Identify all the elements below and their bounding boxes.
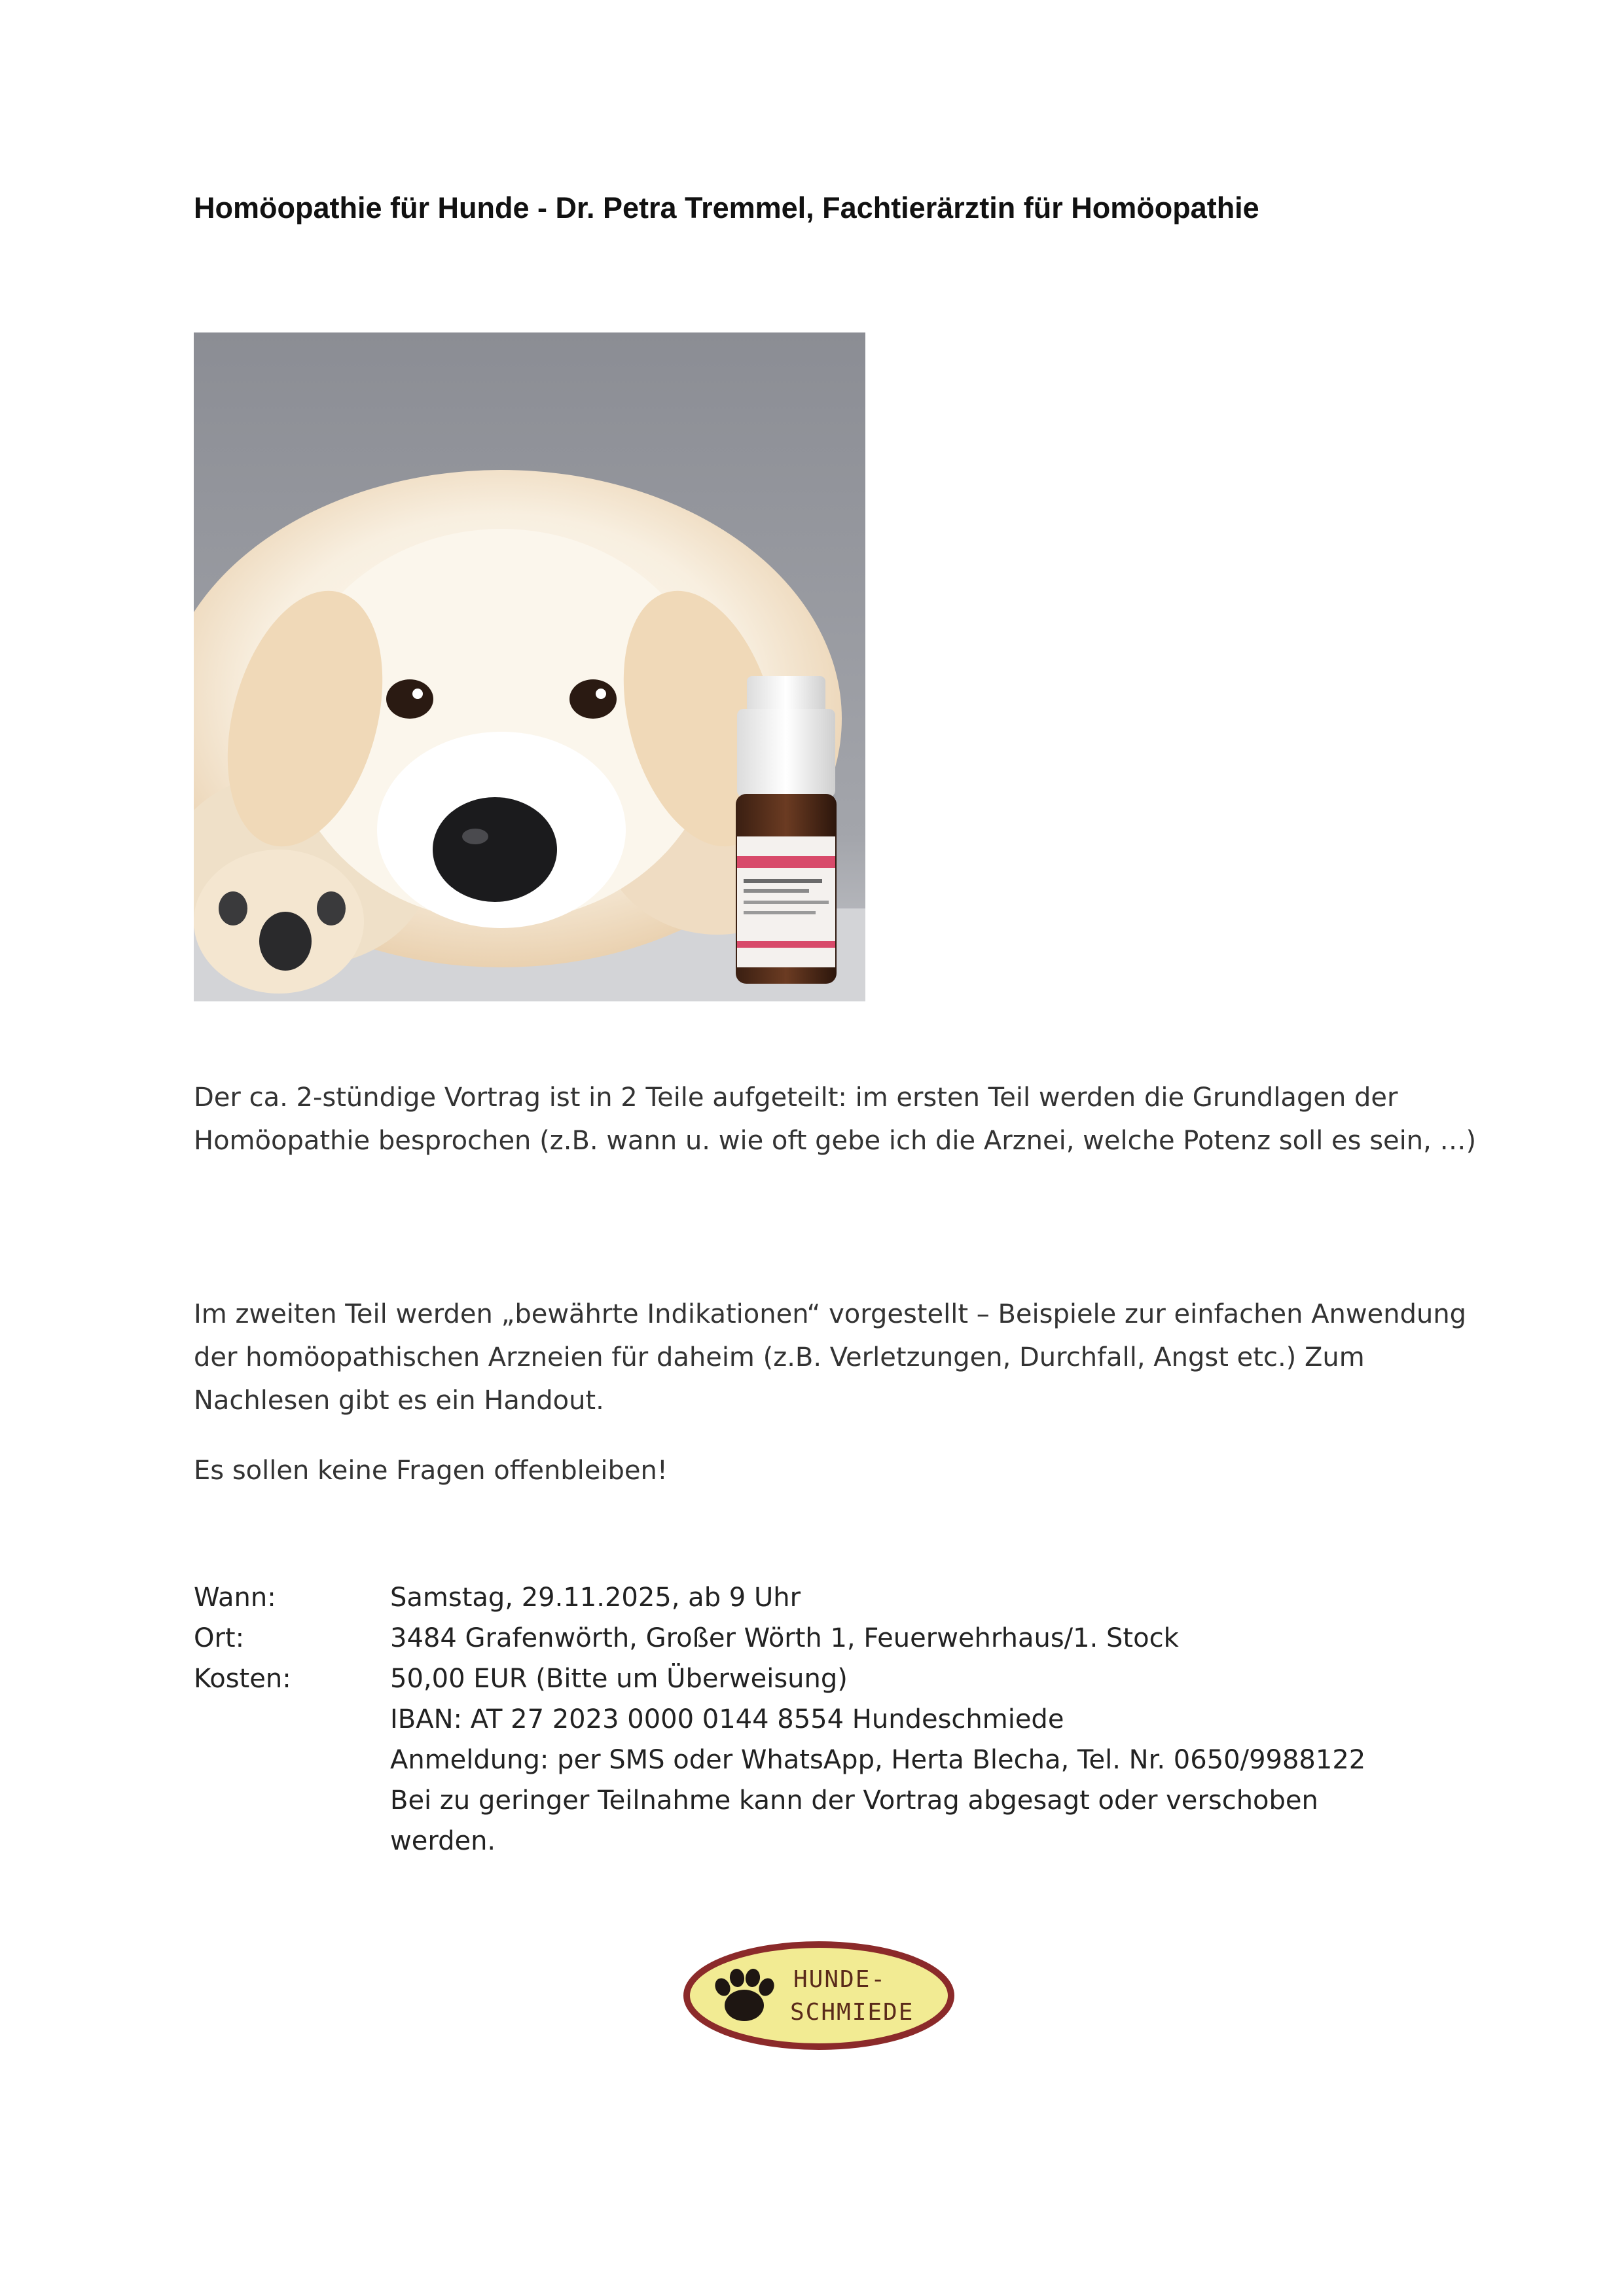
paragraph-intro: Der ca. 2-stündige Vortrag ist in 2 Teile aufgeteilt: im ersten Teil werden die Grundlagen der Homöopathie besprochen (z.B. wann u. wie oft gebe ich die Arznei, welche Potenz soll es sein, …) [194, 1083, 1477, 1156]
detail-row-iban [194, 1699, 1477, 1740]
value-wann: Samstag, 29.11.2025, ab 9 Uhr [390, 1583, 801, 1613]
value-kosten: 50,00 EUR (Bitte um Überweisung) [390, 1664, 848, 1694]
paragraph-second-part: Im zweiten Teil werden „bewährte Indikationen“ vorgestellt – Beispiele zur einfachen Anwendung der homöopathischen Arzneien für daheim (z.B. Verletzungen, Durchfall, Angst etc.) Zum Nachlesen gibt es ein Handout. [194, 1299, 1467, 1416]
detail-row-kosten [194, 1659, 1477, 1699]
detail-row-wann [194, 1577, 1477, 1618]
value-anmeldung: Anmeldung: per SMS oder WhatsApp, Herta Blecha, Tel. Nr. 0650/9988122 [390, 1745, 1366, 1775]
value-ort: 3484 Grafenwörth, Großer Wörth 1, Feuerwehrhaus/1. Stock [390, 1623, 1179, 1653]
hundeschmiede-logo [682, 1940, 956, 2051]
dog-photo [194, 332, 865, 1001]
paragraph-closing: Es sollen keine Fragen offenbleiben! [194, 1456, 668, 1486]
label-ort: Ort: [194, 1623, 245, 1653]
detail-row-ort [194, 1618, 1477, 1659]
detail-row-hinweis [194, 1780, 1477, 1861]
logo-text-line2: SCHMIEDE [790, 1999, 914, 2026]
value-iban: IBAN: AT 27 2023 0000 0144 8554 Hundeschmiede [390, 1704, 1064, 1734]
label-wann: Wann: [194, 1583, 276, 1613]
page-title: Homöopathie für Hunde - Dr. Petra Tremmel, Fachtierärztin für Homöopathie [194, 191, 1259, 224]
value-hinweis: Bei zu geringer Teilnahme kann der Vortrag abgesagt oder verschoben werden. [390, 1785, 1318, 1856]
event-details [194, 1577, 1477, 1861]
detail-row-anmeldung [194, 1740, 1477, 1780]
remedy-bottle [736, 676, 837, 984]
logo-text-line1: HUNDE- [793, 1966, 887, 1993]
dog-with-remedy-bottle-illustration [194, 332, 865, 1001]
label-kosten: Kosten: [194, 1664, 291, 1694]
